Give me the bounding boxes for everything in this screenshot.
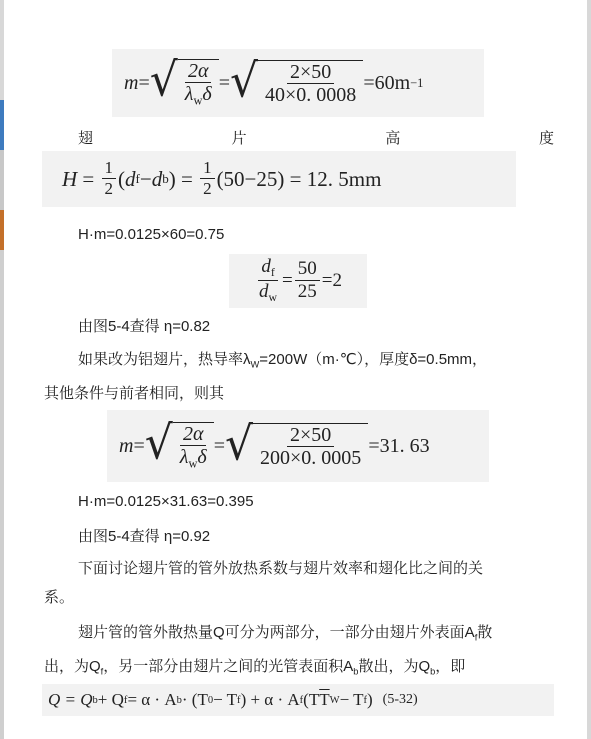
text-hm-steel: H·m=0.0125×60=0.75 <box>78 226 225 243</box>
formula-m-steel: m = √ $\frac{2\alpha}{\lambda_w\delta}$ = √ $\frac{2\times 50}{40\times 0. 0008}$ = 60m −1 <box>112 49 484 117</box>
paragraph-relation: 下面讨论翅片管的管外放热系数与翅片效率和翅化比之间的关 系。 <box>44 560 484 606</box>
formula-heat-total: Q = Q b + Q f = α · A b · (T 0 − T f ) + α · A f (T $\overline{T}$ W − T f ) (5-32) <box>42 684 554 716</box>
formula-diameter-ratio: $\frac{d_f}{d_w}$ = $\frac{50}{25}$ = 2 <box>229 254 367 308</box>
heading-fin-height: 翅 片 高 度 <box>78 130 554 147</box>
formula-fin-height: H = $\frac{1}{2}$ ( d f − d b ) = $\frac{1}{2}$ (50−25) = 12. 5mm <box>42 151 516 207</box>
paragraph-heat-split: 翅片管的管外散热量Q可分为两部分，一部分由翅片外表面$A_f$散 出，为$Q_f$，另一部分由翅片之间的光管表面积$A_b$散出，为$Q_b$，即 <box>44 624 493 677</box>
text-hm-aluminum: H·m=0.0125×31.63=0.395 <box>78 493 254 510</box>
text-eta-steel: 由图5-4查得 η=0.82 <box>78 318 211 335</box>
text-eta-aluminum: 由图5-4查得 η=0.92 <box>78 528 211 545</box>
right-window-edge <box>587 0 591 739</box>
paragraph-aluminum-fin: 如果改为铝翅片，热导率$\lambda_W=200W(m\cdot℃)$，厚度δ=0.5mm， 其他条件与前者相同，则其 <box>44 351 488 403</box>
formula-m-aluminum: m = √ $\frac{2\alpha}{\lambda_w\delta}$ = √ $\frac{2\times 50}{200\times 0. 0005}$ = 31. 63 <box>107 410 489 482</box>
left-window-edge <box>0 0 4 739</box>
